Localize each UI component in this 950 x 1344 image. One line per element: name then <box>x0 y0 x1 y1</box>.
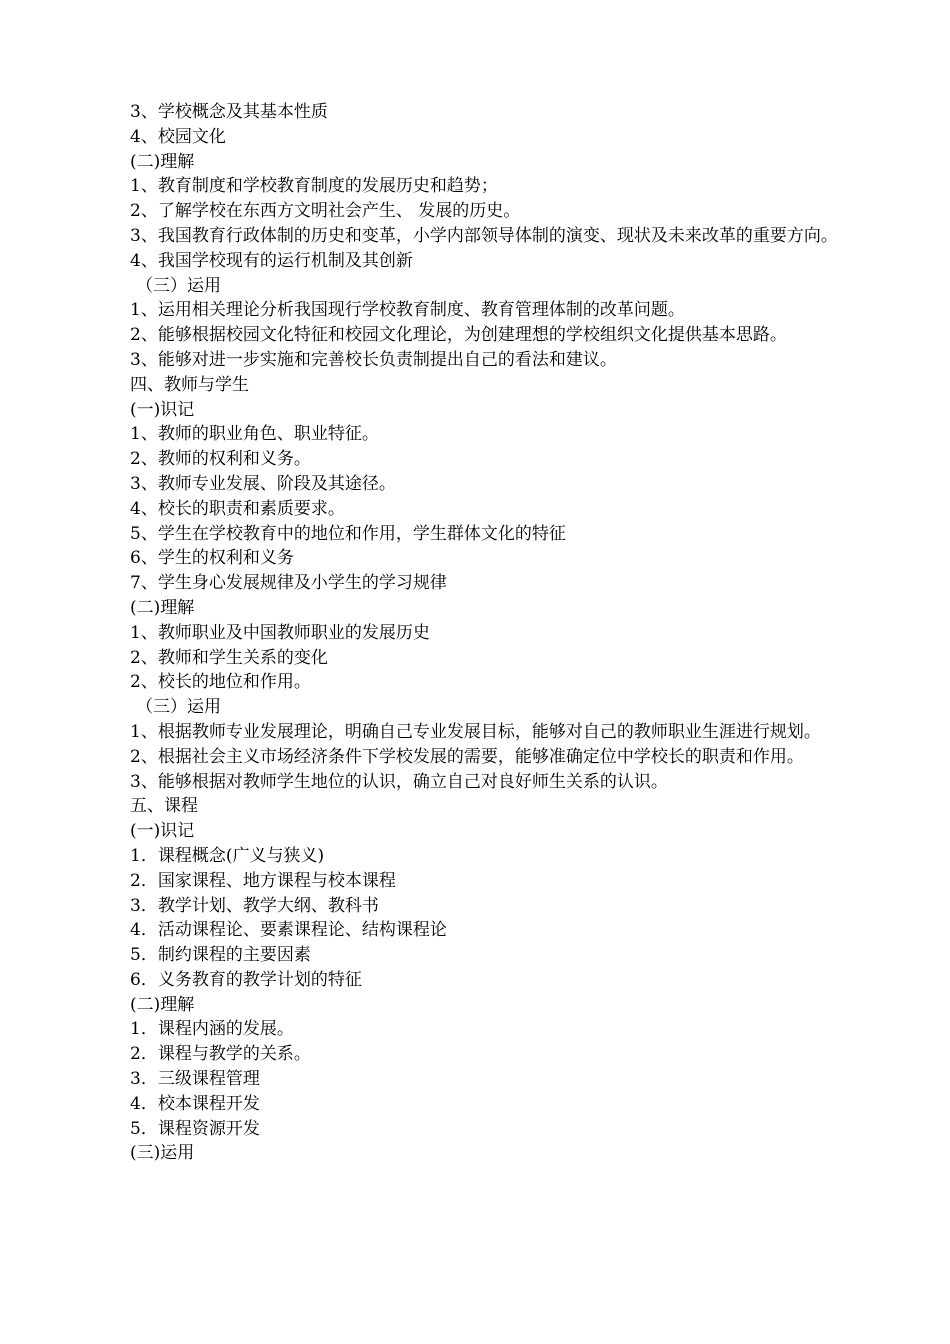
item-school-concept: 3、学校概念及其基本性质 <box>130 102 328 122</box>
subheading-recall: (一)识记 <box>130 821 195 842</box>
item-curriculum-teaching-relation: 2．课程与教学的关系。 <box>130 1044 311 1065</box>
item-teacher-profession-history: 1、教师职业及中国教师职业的发展历史 <box>130 622 430 643</box>
item-curriculum-factors: 5．制约课程的主要因素 <box>130 945 311 966</box>
item-curriculum-theories: 4．活动课程论、要素课程论、结构课程论 <box>130 920 447 941</box>
item-principal-duties: 4、校长的职责和素质要求。 <box>130 498 345 519</box>
subheading-understand: (二)理解 <box>130 597 195 618</box>
item-school-origin: 2、了解学校在东西方文明社会产生、 发展的历史。 <box>130 201 521 222</box>
item-student-rights: 6、学生的权利和义务 <box>130 548 294 569</box>
subheading-apply: （三）运用 <box>136 275 221 296</box>
item-principal-status: 2、校长的地位和作用。 <box>130 672 311 693</box>
section-heading-teachers-students: 四、教师与学生 <box>130 374 249 395</box>
item-career-planning: 1、根据教师专业发展理论，明确自己专业发展目标，能够对自己的教师职业生涯进行规划。 <box>130 721 821 742</box>
section-heading-curriculum: 五、课程 <box>130 796 198 817</box>
document-body <box>92 100 860 1166</box>
item-student-status: 5、学生在学校教育中的地位和作用，学生群体文化的特征 <box>130 523 566 544</box>
item-reform-analysis: 1、运用相关理论分析我国现行学校教育制度、教育管理体制的改革问题。 <box>130 300 685 321</box>
item-student-development: 7、学生身心发展规律及小学生的学习规律 <box>130 573 447 594</box>
subheading-apply: （三）运用 <box>136 697 221 718</box>
item-principal-positioning: 2、根据社会主义市场经济条件下学校发展的需要，能够准确定位中学校长的职责和作用。 <box>130 746 804 767</box>
item-curriculum-concept: 1．课程概念(广义与狭义) <box>130 845 325 866</box>
item-education-system-history: 1、教育制度和学校教育制度的发展历史和趋势； <box>130 176 498 197</box>
subheading-recall: (一)识记 <box>130 399 195 420</box>
item-teacher-student-relation: 2、教师和学生关系的变化 <box>130 647 328 668</box>
item-good-relationship: 3、能够根据对教师学生地位的认识，确立自己对良好师生关系的认识。 <box>130 771 668 792</box>
item-operating-mechanism: 4、我国学校现有的运行机制及其创新 <box>130 250 413 271</box>
item-compulsory-plan: 6．义务教育的教学计划的特征 <box>130 969 362 990</box>
item-organization-culture: 2、能够根据校园文化特征和校园文化理论，为创建理想的学校组织文化提供基本思路。 <box>130 325 787 346</box>
subheading-apply: (三)运用 <box>130 1143 195 1164</box>
subheading-understand: (二)理解 <box>130 151 195 172</box>
item-curriculum-levels: 2．国家课程、地方课程与校本课程 <box>130 870 396 891</box>
item-principal-responsibility: 3、能够对进一步实施和完善校长负责制提出自己的看法和建议。 <box>130 349 617 370</box>
item-curriculum-connotation: 1．课程内涵的发展。 <box>130 1019 294 1040</box>
item-teaching-plan: 3．教学计划、教学大纲、教科书 <box>130 895 379 916</box>
item-school-based-curriculum: 4．校本课程开发 <box>130 1093 260 1114</box>
item-curriculum-resources: 5．课程资源开发 <box>130 1118 260 1139</box>
item-three-level-management: 3．三级课程管理 <box>130 1069 260 1090</box>
item-campus-culture: 4、校园文化 <box>130 126 226 147</box>
subheading-understand: (二)理解 <box>130 994 195 1015</box>
item-teacher-rights: 2、教师的权利和义务。 <box>130 449 311 470</box>
item-teacher-role: 1、教师的职业角色、职业特征。 <box>130 424 379 445</box>
item-teacher-development: 3、教师专业发展、阶段及其途径。 <box>130 473 396 494</box>
item-administration-system: 3、我国教育行政体制的历史和变革，小学内部领导体制的演变、现状及未来改革的重要方向。 <box>130 225 838 246</box>
